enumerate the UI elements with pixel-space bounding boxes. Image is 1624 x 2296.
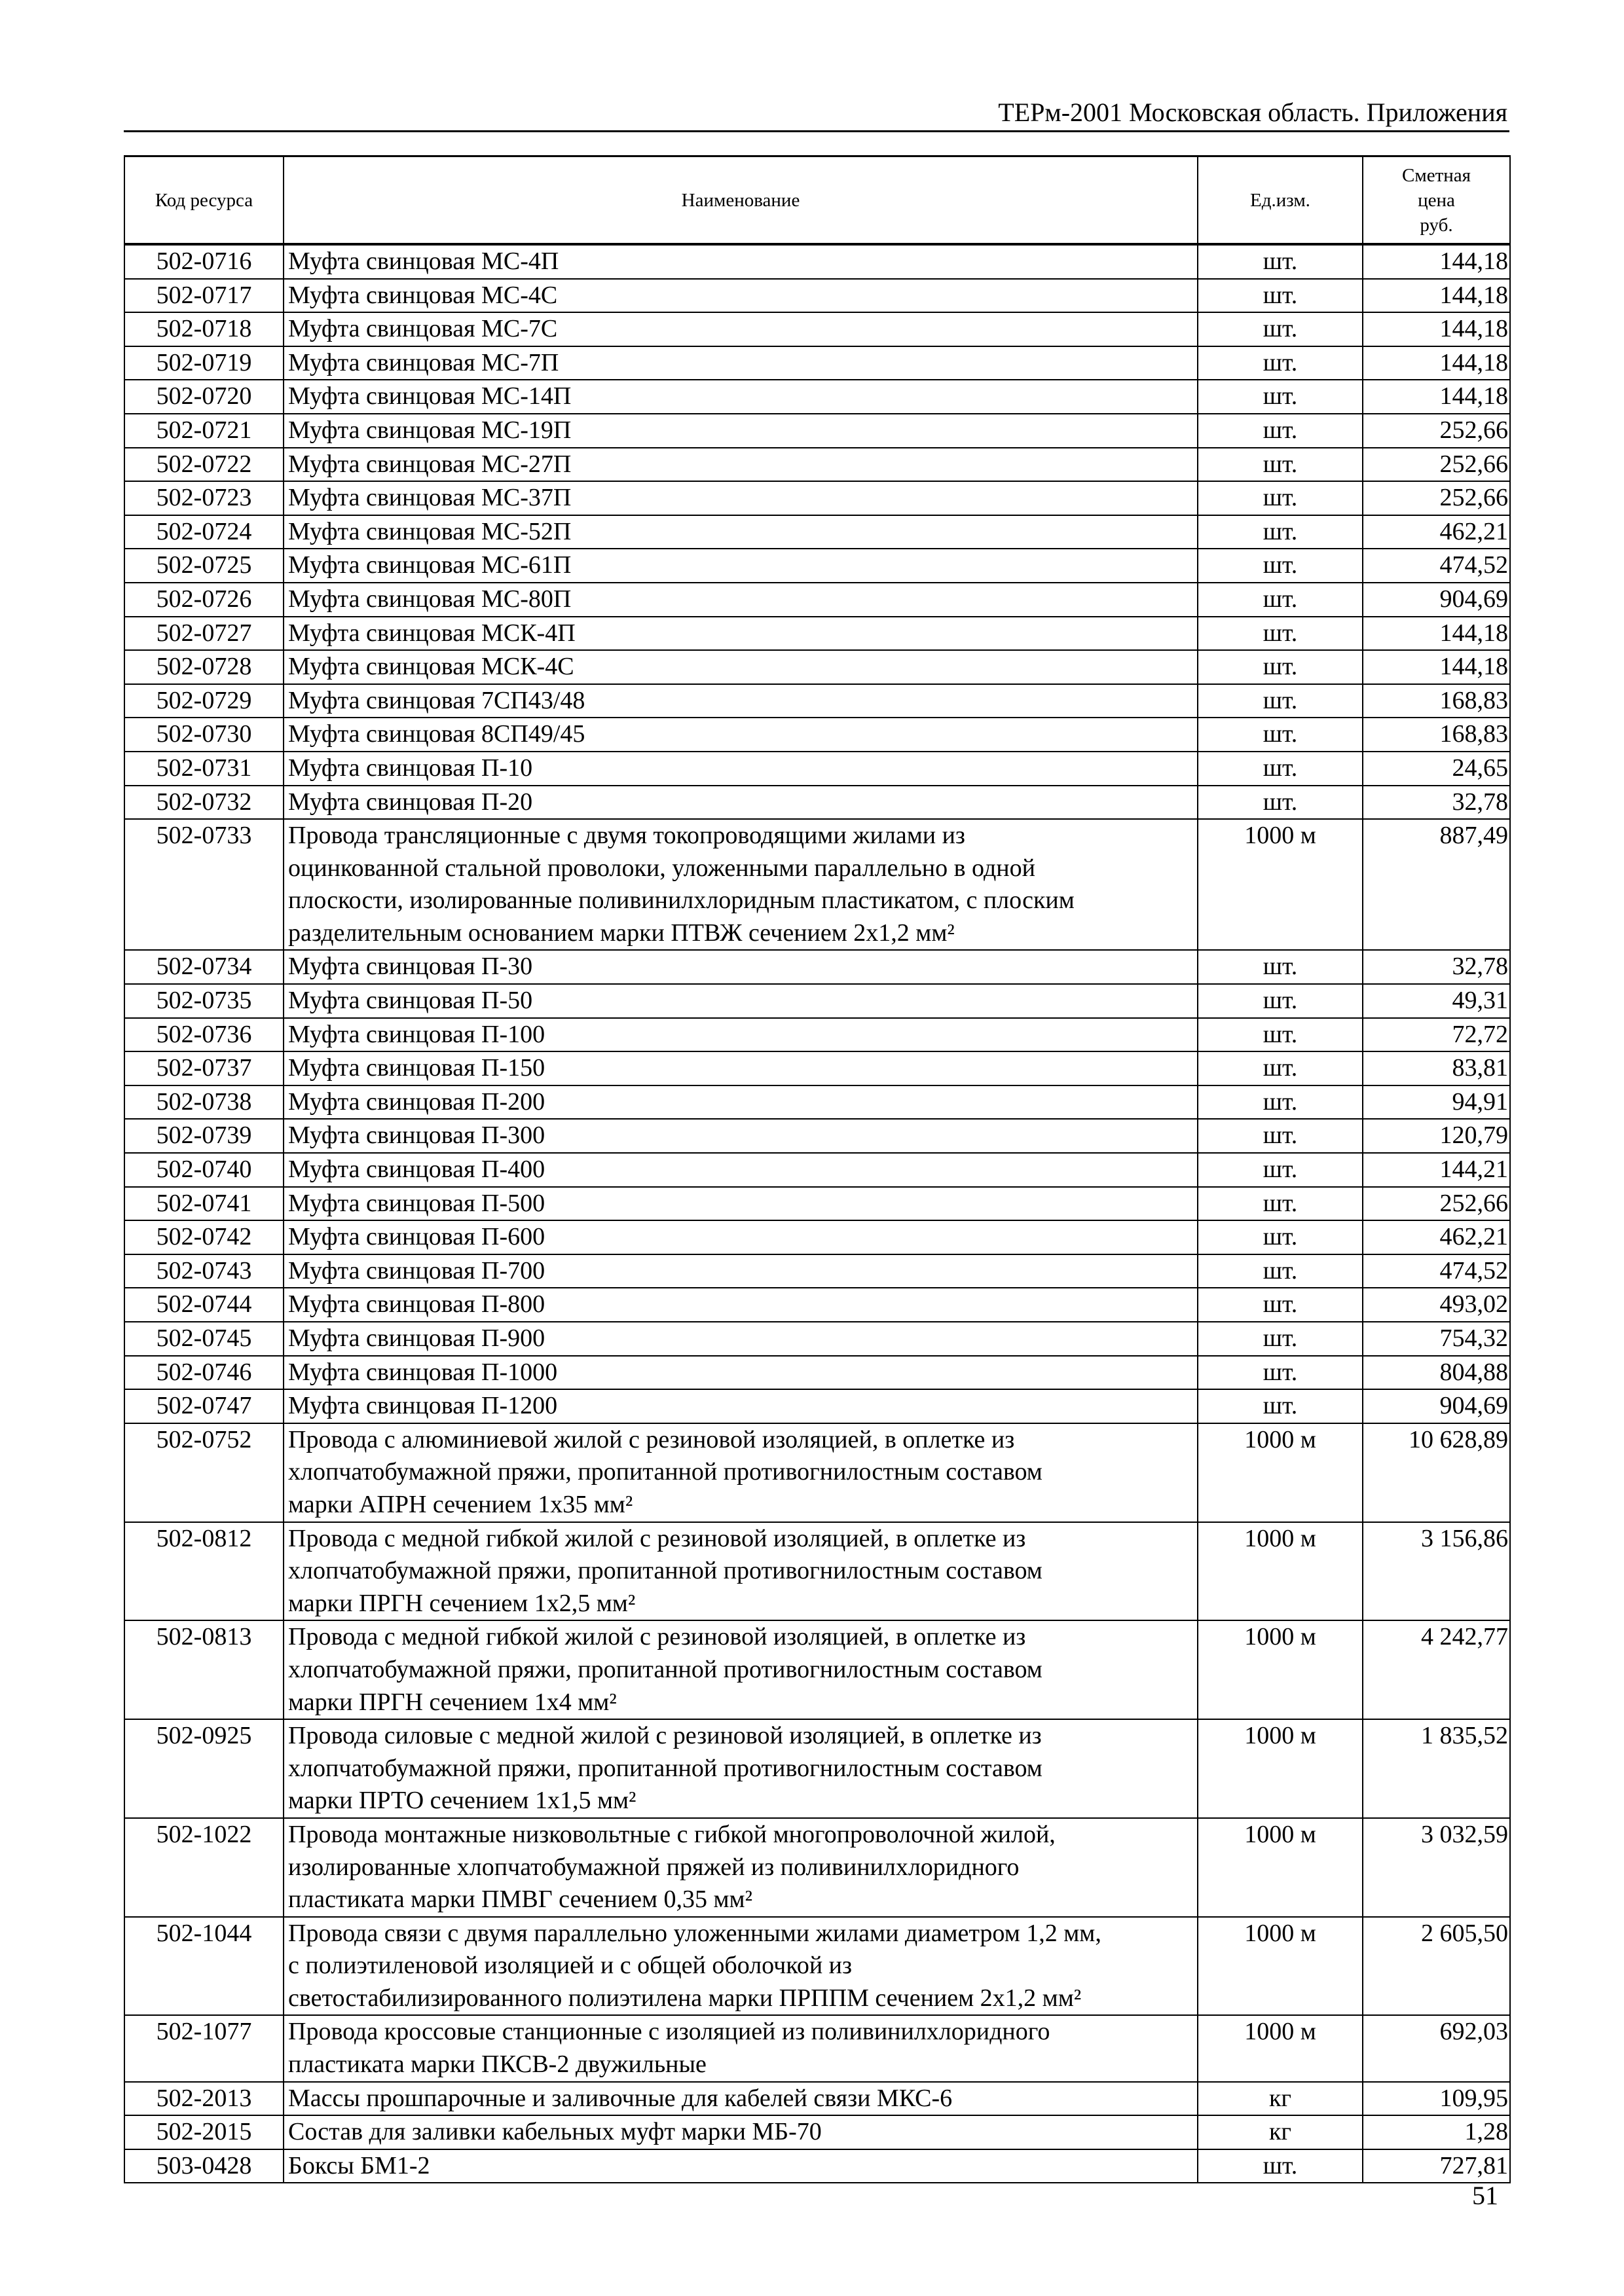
table-row — [124, 1220, 1510, 1254]
cell-price: 144,18 — [1363, 279, 1510, 313]
cell-code: 502-0730 — [124, 718, 284, 752]
table-row — [124, 984, 1510, 1018]
cell-code: 502-0721 — [124, 414, 284, 448]
cell-name: Муфта свинцовая МС-61П — [284, 549, 1198, 583]
cell-code: 502-0744 — [124, 1288, 284, 1322]
cell-unit: 1000 м — [1198, 1620, 1363, 1719]
cell-price: 692,03 — [1363, 2015, 1510, 2081]
cell-price: 727,81 — [1363, 2149, 1510, 2183]
table-row — [124, 786, 1510, 820]
cell-code: 502-0728 — [124, 650, 284, 684]
cell-code: 502-0745 — [124, 1322, 284, 1356]
table-row — [124, 1719, 1510, 1818]
cell-code: 502-0741 — [124, 1187, 284, 1221]
cell-name: Муфта свинцовая МС-37П — [284, 481, 1198, 515]
cell-unit: шт. — [1198, 515, 1363, 549]
cell-price: 904,69 — [1363, 1389, 1510, 1423]
cell-code: 502-0739 — [124, 1119, 284, 1153]
table-row — [124, 515, 1510, 549]
cell-code: 502-2013 — [124, 2082, 284, 2116]
cell-code: 502-0734 — [124, 950, 284, 984]
cell-unit: шт. — [1198, 1153, 1363, 1187]
column-header-code: Код ресурса — [124, 156, 284, 245]
cell-code: 502-0727 — [124, 617, 284, 651]
cell-price: 24,65 — [1363, 752, 1510, 786]
cell-name: Муфта свинцовая МС-4П — [284, 244, 1198, 279]
cell-price: 804,88 — [1363, 1356, 1510, 1390]
cell-unit: шт. — [1198, 380, 1363, 414]
cell-price: 32,78 — [1363, 950, 1510, 984]
cell-unit: шт. — [1198, 786, 1363, 820]
cell-name: Муфта свинцовая П-900 — [284, 1322, 1198, 1356]
cell-name: Муфта свинцовая П-150 — [284, 1051, 1198, 1085]
cell-price: 1 835,52 — [1363, 1719, 1510, 1818]
cell-price: 474,52 — [1363, 1254, 1510, 1288]
table-header-row — [124, 156, 1510, 245]
table-row — [124, 312, 1510, 346]
cell-unit: 1000 м — [1198, 1917, 1363, 2016]
cell-code: 502-0742 — [124, 1220, 284, 1254]
cell-code: 502-0729 — [124, 684, 284, 718]
cell-code: 502-1022 — [124, 1818, 284, 1917]
cell-unit: шт. — [1198, 414, 1363, 448]
cell-name: Провода связи с двумя параллельно уложенными жилами диаметром 1,2 мм, с полиэтиленовой изоляцией и с общей оболочкой из светостабилизированного полиэтилена марки ПРППМ сечением 2х1,2 мм² — [284, 1917, 1198, 2016]
table-row — [124, 1119, 1510, 1153]
cell-code: 502-2015 — [124, 2115, 284, 2149]
cell-name: Муфта свинцовая МС-7С — [284, 312, 1198, 346]
cell-price: 754,32 — [1363, 1322, 1510, 1356]
cell-code: 502-0737 — [124, 1051, 284, 1085]
table-row — [124, 2115, 1510, 2149]
cell-unit: шт. — [1198, 244, 1363, 279]
table-row — [124, 583, 1510, 617]
cell-price: 168,83 — [1363, 684, 1510, 718]
cell-code: 502-0738 — [124, 1085, 284, 1120]
table-row — [124, 752, 1510, 786]
cell-unit: шт. — [1198, 2149, 1363, 2183]
cell-name: Муфта свинцовая П-800 — [284, 1288, 1198, 1322]
cell-unit: шт. — [1198, 617, 1363, 651]
cell-unit: шт. — [1198, 984, 1363, 1018]
cell-name: Муфта свинцовая МСК-4П — [284, 617, 1198, 651]
cell-name: Провода с медной гибкой жилой с резиновой изоляцией, в оплетке из хлопчатобумажной пряжи, пропитанной противогнилостным составом марки ПРГН сечением 1х2,5 мм² — [284, 1522, 1198, 1621]
cell-price: 144,18 — [1363, 346, 1510, 380]
cell-price: 168,83 — [1363, 718, 1510, 752]
table-row — [124, 950, 1510, 984]
cell-price: 72,72 — [1363, 1018, 1510, 1052]
cell-unit: шт. — [1198, 346, 1363, 380]
cell-name: Провода с алюминиевой жилой с резиновой изоляцией, в оплетке из хлопчатобумажной пряжи, пропитанной противогнилостным составом марки АПРН сечением 1х35 мм² — [284, 1423, 1198, 1522]
cell-unit: шт. — [1198, 752, 1363, 786]
table-row — [124, 1423, 1510, 1522]
cell-code: 502-0724 — [124, 515, 284, 549]
cell-code: 502-0733 — [124, 819, 284, 950]
cell-code: 502-0731 — [124, 752, 284, 786]
cell-unit: шт. — [1198, 1389, 1363, 1423]
cell-unit: шт. — [1198, 1322, 1363, 1356]
cell-unit: шт. — [1198, 583, 1363, 617]
cell-price: 144,18 — [1363, 380, 1510, 414]
cell-name: Муфта свинцовая П-200 — [284, 1085, 1198, 1120]
cell-price: 144,18 — [1363, 617, 1510, 651]
table-row — [124, 346, 1510, 380]
cell-price: 10 628,89 — [1363, 1423, 1510, 1522]
cell-unit: шт. — [1198, 481, 1363, 515]
cell-price: 252,66 — [1363, 1187, 1510, 1221]
table-row — [124, 684, 1510, 718]
cell-code: 502-0747 — [124, 1389, 284, 1423]
cell-unit: шт. — [1198, 1187, 1363, 1221]
cell-code: 502-0732 — [124, 786, 284, 820]
cell-unit: 1000 м — [1198, 819, 1363, 950]
cell-price: 493,02 — [1363, 1288, 1510, 1322]
cell-price: 94,91 — [1363, 1085, 1510, 1120]
cell-price: 3 032,59 — [1363, 1818, 1510, 1917]
cell-name: Муфта свинцовая П-400 — [284, 1153, 1198, 1187]
cell-name: Боксы БМ1-2 — [284, 2149, 1198, 2183]
cell-unit: 1000 м — [1198, 1423, 1363, 1522]
cell-unit: шт. — [1198, 1220, 1363, 1254]
cell-name: Муфта свинцовая МС-80П — [284, 583, 1198, 617]
cell-name: Муфта свинцовая П-100 — [284, 1018, 1198, 1052]
cell-price: 4 242,77 — [1363, 1620, 1510, 1719]
cell-name: Муфта свинцовая МС-14П — [284, 380, 1198, 414]
table-row — [124, 2015, 1510, 2081]
table-row — [124, 380, 1510, 414]
cell-name: Муфта свинцовая 8СП49/45 — [284, 718, 1198, 752]
cell-code: 503-0428 — [124, 2149, 284, 2183]
cell-code: 502-0752 — [124, 1423, 284, 1522]
table-row — [124, 1356, 1510, 1390]
table-row — [124, 414, 1510, 448]
cell-price: 144,18 — [1363, 312, 1510, 346]
cell-name: Муфта свинцовая П-20 — [284, 786, 1198, 820]
cell-code: 502-0718 — [124, 312, 284, 346]
table-row — [124, 2149, 1510, 2183]
table-row — [124, 1620, 1510, 1719]
cell-name: Провода монтажные низковольтные с гибкой многопроволочной жилой, изолированные хлопчатобумажной пряжей из поливинилхлоридного пластиката марки ПМВГ сечением 0,35 мм² — [284, 1818, 1198, 1917]
cell-price: 32,78 — [1363, 786, 1510, 820]
cell-name: Состав для заливки кабельных муфт марки МБ-70 — [284, 2115, 1198, 2149]
cell-price: 144,18 — [1363, 650, 1510, 684]
cell-unit: 1000 м — [1198, 1818, 1363, 1917]
cell-price: 120,79 — [1363, 1119, 1510, 1153]
cell-unit: шт. — [1198, 718, 1363, 752]
cell-price: 1,28 — [1363, 2115, 1510, 2149]
table-row — [124, 1288, 1510, 1322]
table-row — [124, 1254, 1510, 1288]
cell-unit: шт. — [1198, 1356, 1363, 1390]
cell-price: 474,52 — [1363, 549, 1510, 583]
cell-name: Провода силовые с медной жилой с резиновой изоляцией, в оплетке из хлопчатобумажной пряжи, пропитанной противогнилостным составом марки ПРТО сечением 1х1,5 мм² — [284, 1719, 1198, 1818]
cell-code: 502-0735 — [124, 984, 284, 1018]
table-row — [124, 819, 1510, 950]
cell-price: 83,81 — [1363, 1051, 1510, 1085]
cell-name: Муфта свинцовая МС-7П — [284, 346, 1198, 380]
table-row — [124, 1187, 1510, 1221]
cell-price: 462,21 — [1363, 515, 1510, 549]
header-rule — [124, 130, 1509, 132]
column-header-unit: Ед.изм. — [1198, 156, 1363, 245]
cell-code: 502-0726 — [124, 583, 284, 617]
cell-price: 144,21 — [1363, 1153, 1510, 1187]
table-row — [124, 1522, 1510, 1621]
table-row — [124, 1818, 1510, 1917]
table-row — [124, 1389, 1510, 1423]
cell-code: 502-0722 — [124, 448, 284, 482]
table-row — [124, 244, 1510, 279]
table-row — [124, 549, 1510, 583]
cell-code: 502-0716 — [124, 244, 284, 279]
cell-unit: шт. — [1198, 684, 1363, 718]
cell-unit: шт. — [1198, 1051, 1363, 1085]
cell-unit: шт. — [1198, 549, 1363, 583]
cell-price: 109,95 — [1363, 2082, 1510, 2116]
cell-unit: кг — [1198, 2082, 1363, 2116]
table-row — [124, 1153, 1510, 1187]
cell-price: 887,49 — [1363, 819, 1510, 950]
cell-code: 502-0740 — [124, 1153, 284, 1187]
cell-name: Муфта свинцовая П-500 — [284, 1187, 1198, 1221]
cell-name: Муфта свинцовая П-1000 — [284, 1356, 1198, 1390]
cell-name: Муфта свинцовая МСК-4С — [284, 650, 1198, 684]
cell-code: 502-0743 — [124, 1254, 284, 1288]
resource-price-table — [124, 155, 1511, 2183]
cell-code: 502-0736 — [124, 1018, 284, 1052]
cell-name: Провода с медной гибкой жилой с резиновой изоляцией, в оплетке из хлопчатобумажной пряжи, пропитанной противогнилостным составом марки ПРГН сечением 1х4 мм² — [284, 1620, 1198, 1719]
cell-name: Муфта свинцовая МС-27П — [284, 448, 1198, 482]
cell-name: Муфта свинцовая П-50 — [284, 984, 1198, 1018]
table-row — [124, 448, 1510, 482]
cell-price: 49,31 — [1363, 984, 1510, 1018]
cell-price: 252,66 — [1363, 414, 1510, 448]
cell-name: Провода кроссовые станционные с изоляцией из поливинилхлоридного пластиката марки ПКСВ-2 двужильные — [284, 2015, 1198, 2081]
cell-name: Муфта свинцовая МС-52П — [284, 515, 1198, 549]
cell-unit: шт. — [1198, 650, 1363, 684]
cell-code: 502-0746 — [124, 1356, 284, 1390]
cell-name: Муфта свинцовая 7СП43/48 — [284, 684, 1198, 718]
cell-unit: шт. — [1198, 1085, 1363, 1120]
cell-unit: шт. — [1198, 1018, 1363, 1052]
cell-code: 502-0812 — [124, 1522, 284, 1621]
table-row — [124, 2082, 1510, 2116]
cell-name: Муфта свинцовая МС-4С — [284, 279, 1198, 313]
cell-unit: шт. — [1198, 1254, 1363, 1288]
cell-code: 502-0813 — [124, 1620, 284, 1719]
cell-name: Провода трансляционные с двумя токопроводящими жилами из оцинкованной стальной проволоки, уложенными параллельно в одной плоскости, изолированные поливинилхлоридным пластикатом, с плоским разделительным основанием марки ПТВЖ сечением 2х1,2 мм² — [284, 819, 1198, 950]
cell-unit: 1000 м — [1198, 2015, 1363, 2081]
cell-code: 502-1077 — [124, 2015, 284, 2081]
cell-name: Муфта свинцовая П-10 — [284, 752, 1198, 786]
cell-code: 502-0723 — [124, 481, 284, 515]
table-row — [124, 279, 1510, 313]
running-title: ТЕРм-2001 Московская область. Приложения — [998, 98, 1507, 127]
cell-unit: 1000 м — [1198, 1719, 1363, 1818]
cell-unit: шт. — [1198, 448, 1363, 482]
cell-unit: шт. — [1198, 1119, 1363, 1153]
cell-price: 462,21 — [1363, 1220, 1510, 1254]
table-row — [124, 481, 1510, 515]
cell-price: 144,18 — [1363, 244, 1510, 279]
table-row — [124, 650, 1510, 684]
cell-unit: шт. — [1198, 279, 1363, 313]
cell-unit: шт. — [1198, 950, 1363, 984]
cell-price: 904,69 — [1363, 583, 1510, 617]
cell-price: 2 605,50 — [1363, 1917, 1510, 2016]
table-row — [124, 1018, 1510, 1052]
table-row — [124, 1917, 1510, 2016]
cell-code: 502-0720 — [124, 380, 284, 414]
cell-price: 252,66 — [1363, 448, 1510, 482]
table-row — [124, 1085, 1510, 1120]
table-row — [124, 1322, 1510, 1356]
cell-price: 252,66 — [1363, 481, 1510, 515]
table-row — [124, 617, 1510, 651]
cell-name: Муфта свинцовая П-1200 — [284, 1389, 1198, 1423]
cell-name: Муфта свинцовая П-30 — [284, 950, 1198, 984]
cell-code: 502-0717 — [124, 279, 284, 313]
cell-name: Муфта свинцовая П-600 — [284, 1220, 1198, 1254]
cell-name: Муфта свинцовая П-300 — [284, 1119, 1198, 1153]
cell-unit: шт. — [1198, 1288, 1363, 1322]
table-row — [124, 1051, 1510, 1085]
cell-price: 3 156,86 — [1363, 1522, 1510, 1621]
page-number: 51 — [1472, 2181, 1498, 2210]
column-header-name: Наименование — [284, 156, 1198, 245]
cell-name: Муфта свинцовая МС-19П — [284, 414, 1198, 448]
cell-unit: кг — [1198, 2115, 1363, 2149]
cell-unit: шт. — [1198, 312, 1363, 346]
cell-code: 502-0925 — [124, 1719, 284, 1818]
cell-unit: 1000 м — [1198, 1522, 1363, 1621]
cell-code: 502-1044 — [124, 1917, 284, 2016]
cell-name: Муфта свинцовая П-700 — [284, 1254, 1198, 1288]
cell-name: Массы прошпарочные и заливочные для кабелей связи МКС-6 — [284, 2082, 1198, 2116]
cell-code: 502-0719 — [124, 346, 284, 380]
column-header-price: Сметная цена руб. — [1363, 156, 1510, 245]
table-row — [124, 718, 1510, 752]
cell-code: 502-0725 — [124, 549, 284, 583]
